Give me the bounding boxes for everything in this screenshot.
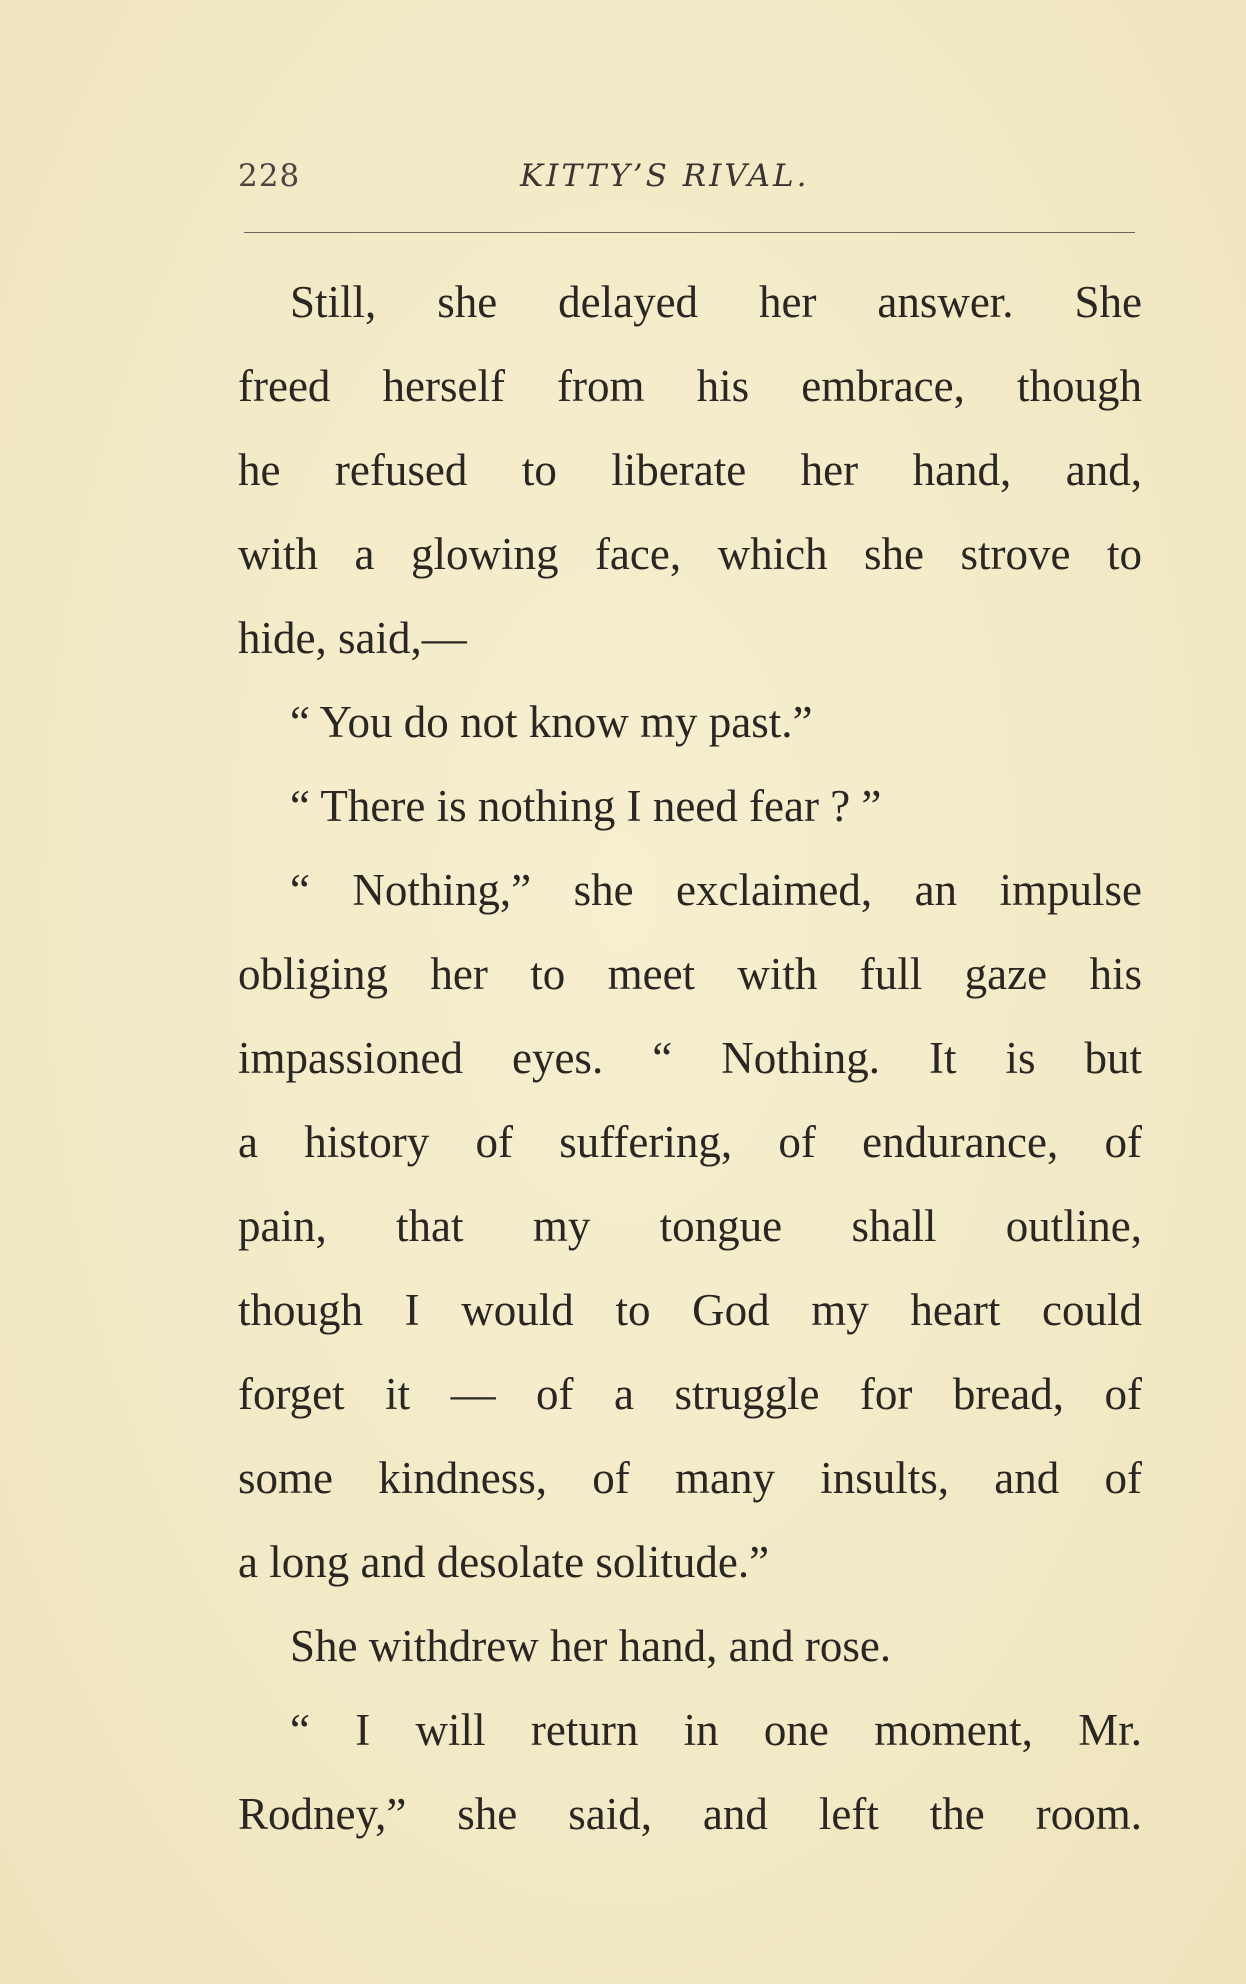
text-line: freed herself from his embrace, though <box>238 361 1142 411</box>
text-line: “ You do not know my past.” <box>290 697 813 747</box>
running-head <box>238 158 1138 208</box>
text-line: “ Nothing,” she exclaimed, an impulse <box>290 865 1142 915</box>
text-line: though I would to God my heart could <box>238 1285 1142 1335</box>
text-line: a long and desolate solitude.” <box>238 1537 770 1587</box>
text-line: some kindness, of many insults, and of <box>238 1453 1142 1503</box>
text-line: “ I will return in one moment, Mr. <box>290 1705 1142 1755</box>
running-title: KITTY’S RIVAL. <box>520 158 810 194</box>
text-line: with a glowing face, which she strove to <box>238 529 1142 579</box>
text-line: Still, she delayed her answer. She <box>290 277 1142 327</box>
text-line: She withdrew her hand, and rose. <box>290 1621 892 1671</box>
text-line: Rodney,” she said, and left the room. <box>238 1789 1142 1839</box>
text-line: “ There is nothing I need fear ? ” <box>290 781 882 831</box>
page-number: 228 <box>238 158 301 194</box>
header-rule <box>244 232 1135 233</box>
text-line: obliging her to meet with full gaze his <box>238 949 1142 999</box>
text-line: a history of suffering, of endurance, of <box>238 1117 1142 1167</box>
text-line: hide, said,— <box>238 613 467 663</box>
text-line: he refused to liberate her hand, and, <box>238 445 1142 495</box>
text-line: pain, that my tongue shall outline, <box>238 1201 1142 1251</box>
text-line: forget it — of a struggle for bread, of <box>238 1369 1142 1419</box>
text-line: impassioned eyes. “ Nothing. It is but <box>238 1033 1142 1083</box>
body-text <box>238 272 1142 1868</box>
